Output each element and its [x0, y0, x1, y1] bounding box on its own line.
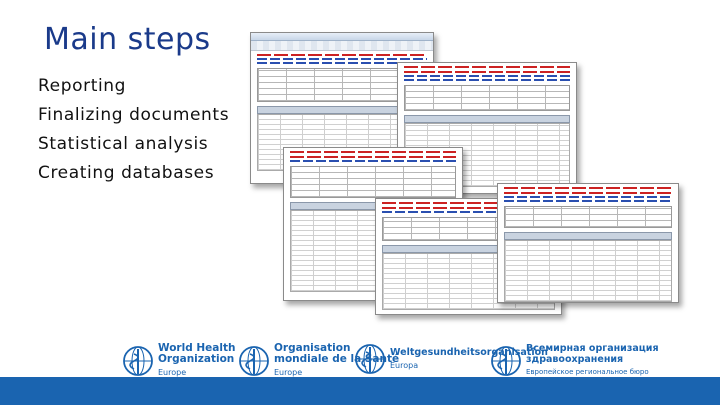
logo-region: Europe — [158, 368, 187, 377]
who-emblem-icon — [122, 345, 154, 377]
logo-line: Organization — [158, 353, 235, 365]
slide-title: Main steps — [44, 22, 211, 57]
logo-region: Европейское региональное бюро — [526, 368, 649, 376]
steps-list — [38, 72, 229, 188]
footer-strip — [0, 377, 720, 405]
logo-line: Всемирная организация — [526, 343, 659, 354]
step-item: Statistical analysis — [38, 134, 209, 154]
who-logo-en — [122, 343, 235, 378]
logo-line: World Health — [158, 342, 236, 354]
logo-line: Weltgesundheitsorganisation — [390, 347, 548, 358]
logo-line: mondiale de la Santé — [274, 353, 400, 365]
who-logo-ru — [490, 343, 659, 378]
step-item: Creating databases — [38, 163, 215, 183]
spreadsheet-screenshot — [497, 183, 679, 303]
logo-line: здравоохранения — [526, 354, 624, 365]
logo-region: Europe — [274, 368, 303, 377]
step-item: Finalizing documents — [38, 105, 230, 125]
who-emblem-icon — [490, 345, 522, 377]
logo-region: Europa — [390, 361, 419, 370]
who-emblem-icon — [354, 343, 386, 375]
who-emblem-icon — [238, 345, 270, 377]
logo-line: Organisation — [274, 342, 351, 354]
step-item: Reporting — [38, 76, 127, 96]
